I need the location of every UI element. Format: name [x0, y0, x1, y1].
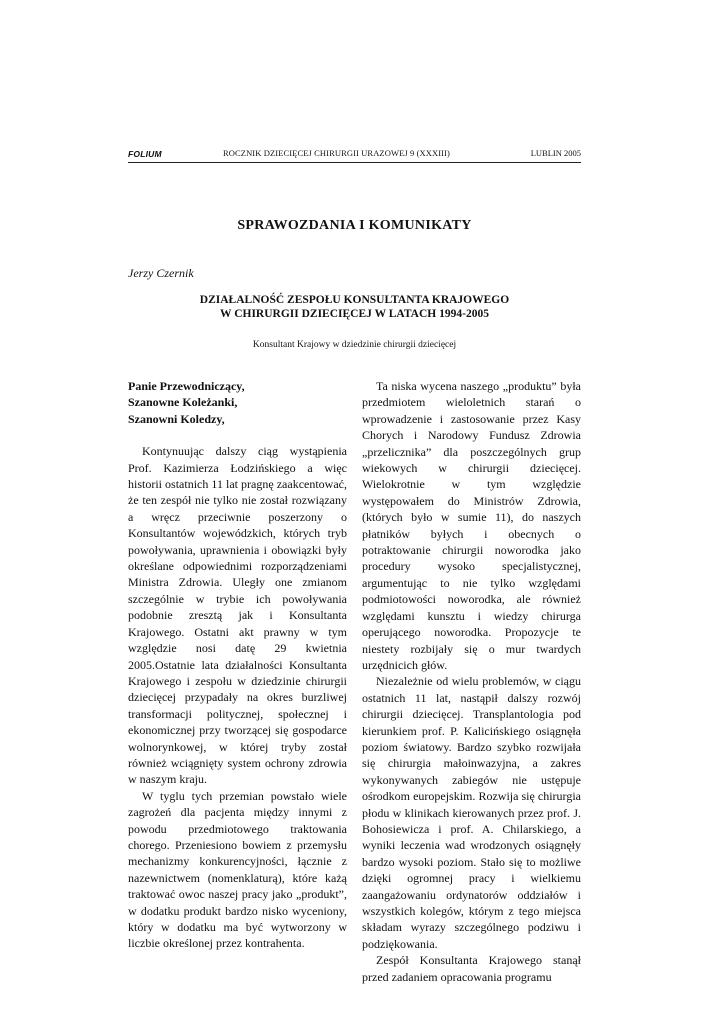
left-column [128, 378, 347, 952]
paragraph: Niezależnie od wielu problemów, w ciągu ostatnich 11 lat, nastąpił dalszy rozwój chirurgii dziecięcej. Transplantologia pod kierunkiem prof. P. Kalicińskiego osiągnęła poziom światowy. Bardzo szybko rozwijała się chirurgia małoinwazyjna, a zakres wykonywanych zabiegów nie ustępuje ośrodkom europejskim. Rozwija się chirurgia płodu w klinikach kierowanych przez prof. J. Bohosiewicza i prof. A. Chilarskiego, a wyniki leczenia wad wrodzonych osiągnęły bardzo wysoki poziom. Stało się to możliwe dzięki ogromnej pracy i wielkiemu zaangażowaniu ordynatorów oddziałów i wszystkich kolegów, którym z tego miejsca składam wyrazy szczególnego podziwu i podziękowania. [362, 674, 581, 951]
place-year: LUBLIN 2005 [530, 148, 581, 158]
folium-label: FOLIUM [128, 149, 162, 159]
paragraph: Zespół Konsultanta Krajowego stanął przed zadaniem opracowania programu [362, 953, 581, 984]
section-title: SPRAWOZDANIA I KOMUNIKATY [237, 218, 472, 233]
greeting-line-3: Szanowni Koledzy, [128, 411, 225, 426]
journal-name: ROCZNIK DZIECIĘCEJ CHIRURGII URAZOWEJ 9 (XXXIII) [223, 148, 450, 158]
greeting-line-1: Panie Przewodniczący, [128, 379, 245, 393]
greeting [128, 378, 347, 427]
paragraph: W tyglu tych przemian powstało wiele zagrożeń dla pacjenta między innymi z powodu przedmiotowego traktowania chorego. Przeniesiono bowiem z przemysłu mechanizmy konkurencyjności, łącznie z nazewnictwem (nomenklaturą), które każą traktować owoc naszej pracy jako „produkt”, w dodatku produkt bardzo nisko wyceniony, który w dodatku ma być wytworzony w liczbie określonej przez kontrahenta. [128, 788, 347, 951]
right-column [362, 378, 581, 985]
article-title-line-1: DZIAŁALNOŚĆ ZESPOŁU KONSULTANTA KRAJOWEGO [199, 294, 510, 306]
paragraph: Kontynuując dalszy ciąg wystąpienia Prof. Kazimierza Łodzińskiego a więc historii ostatnich 11 lat pragnę zaakcentować, że ten zespół nie tylko nie został rozwiązany a wręcz przeciwnie poszerzony o Konsultantów wojewódzkich, których tryb powoływania, uprawnienia i obowiązki były określane odpowiednimi rozporządzeniami Ministra Zdrowia. Uległy one zmianom szczególnie w trybie ich powoływania podobnie zresztą jak i Konsultanta Krajowego. Ostatni akt prawny w tym względzie nosi datę 29 kwietnia 2005.Ostatnie lata działalności Konsultanta Krajowego i zespołu w dziedzinie chirurgii dziecięcej przypadały na okres burzliwej transformacji politycznej, społecznej i ekonomicznej przy tworzącej się gospodarce wolnorynkowej, w której tryby został również wciągnięty system ochrony zdrowia w naszym kraju. [128, 444, 347, 787]
author-name: Jerzy Czernik [128, 266, 194, 280]
article-title-line-2: W CHIRURGII DZIECIĘCEJ W LATACH 1994-2005 [220, 308, 489, 320]
header-rule [128, 162, 581, 163]
article-title [128, 293, 581, 321]
running-header [128, 148, 581, 162]
paragraph: Ta niska wycena naszego „produktu” była przedmiotem wieloletnich starań o wprowadzenie i zastosowanie przez Kasy Chorych i Narodowy Fundusz Zdrowia „przelicznika” dla poszczególnych grup wiekowych w chirurgii dziecięcej. Wielokrotnie w tym względzie występowałem do Ministrów Zdrowia, (których było w sumie 11), do naszych płatników byłych i obecnych o potraktowanie chirurgii noworodka jako procedury wysoko specjalistycznej, argumentując to nie tylko względami podmiotowości noworodka, ale również względami kunsztu i wiedzy chirurga operującego noworodka. Propozycje te niestety rozbijały się o mur twardych urzędnicich głów. [362, 379, 581, 672]
greeting-line-2: Szanowne Koleżanki, [128, 395, 238, 410]
article-subtitle: Konsultant Krajowy w dziedzinie chirurgii dziecięcej [252, 340, 457, 350]
